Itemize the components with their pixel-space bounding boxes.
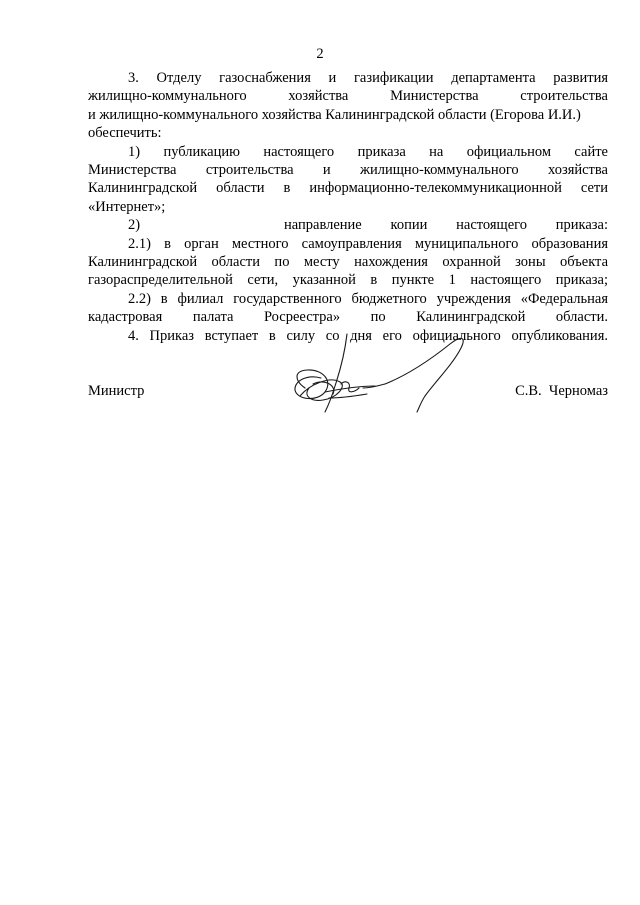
- text-line: жилищно-коммунального хозяйства Министерства строительства: [88, 88, 608, 105]
- handwritten-signature: [285, 326, 475, 416]
- text-line: 4. Приказ вступает в силу со дня его официального опубликования.: [128, 327, 608, 344]
- text-line: 2.2) в филиал государственного бюджетного учреждения «Федеральная: [128, 290, 608, 307]
- text-line: Калининградской области по месту нахождения охранной зоны объекта: [88, 254, 608, 271]
- text-line: 2.1) в орган местного самоуправления муниципального образования: [128, 235, 608, 252]
- text-line: Калининградской области в информационно-телекоммуникационной сети: [88, 180, 608, 197]
- text-line: кадастровая палата Росреестра» по Калининградской области.: [88, 309, 608, 326]
- text-line: 3. Отделу газоснабжения и газификации департамента развития: [128, 70, 608, 86]
- text-line: 2) направление копии настоящего приказа:: [128, 217, 608, 234]
- order-body: [88, 69, 608, 345]
- text-line: и жилищно-коммунального хозяйства Калининградской области (Егорова И.И.): [88, 106, 581, 123]
- text-line: газораспределительной сети, указанной в пункте 1 настоящего приказа;: [88, 272, 608, 289]
- signature-block: [88, 382, 608, 402]
- paragraph-item-2-2: [88, 290, 608, 327]
- text-line: 1) публикацию настоящего приказа на официальном сайте: [128, 143, 608, 160]
- text-line: обеспечить:: [88, 125, 162, 142]
- page-number: 2: [316, 46, 324, 62]
- paragraph-item-2: [88, 216, 608, 234]
- signer-name: С.В. Черномаз: [515, 383, 608, 399]
- text-line: «Интернет»;: [88, 198, 166, 215]
- text-line: Министерства строительства и жилищно-коммунального хозяйства: [88, 162, 608, 179]
- signer-position: Министр: [88, 383, 145, 399]
- paragraph-3: [88, 69, 608, 143]
- paragraph-item-2-1: [88, 235, 608, 290]
- paragraph-item-1: [88, 143, 608, 217]
